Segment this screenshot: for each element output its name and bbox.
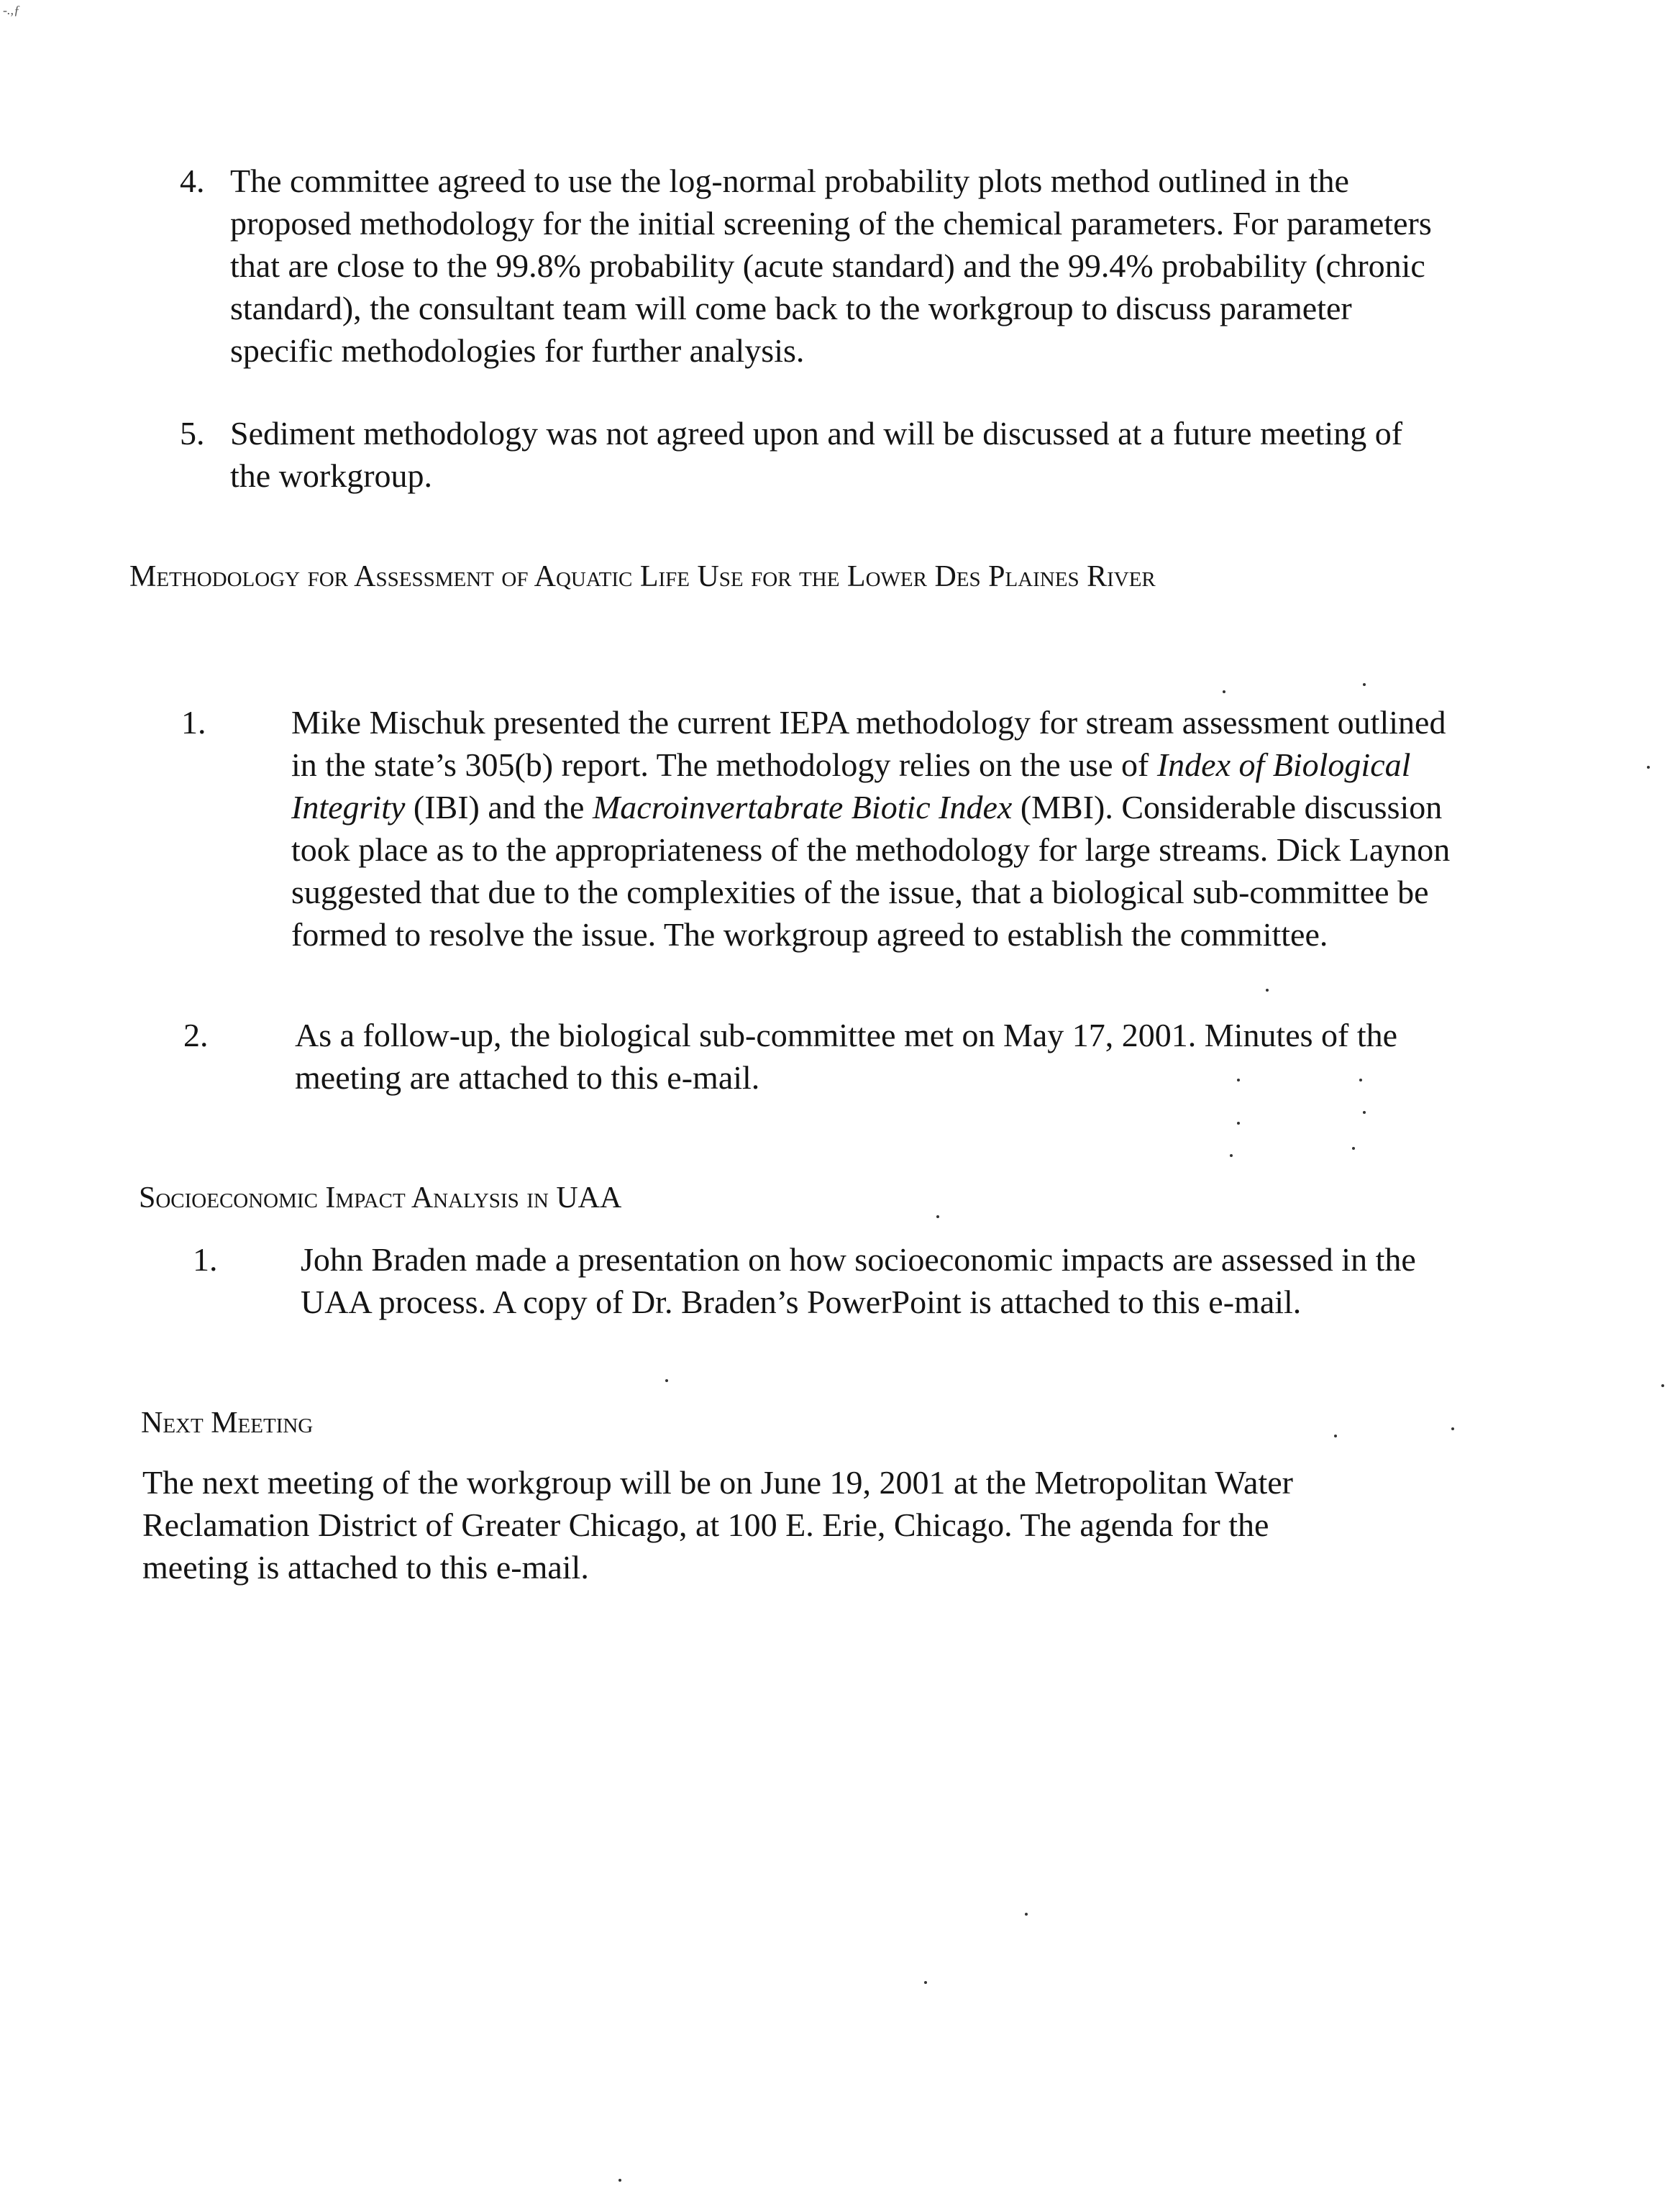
scan-speck [1266,989,1269,992]
scan-speck [1661,1384,1664,1387]
scan-speck [1352,1147,1355,1150]
section-heading: Socioeconomic Impact Analysis in UAA [139,1181,622,1215]
list-item-number: 2. [183,1017,209,1053]
list-item-text: Sediment methodology was not agreed upon and will be discussed at a future meeting of the workgroup. [230,415,1403,494]
list-item-text: As a follow-up, the biological sub-committee met on May 17, 2001. Minutes of the meeting are attached to this e-mail. [295,1017,1398,1096]
text-segment: (IBI) and the [405,789,593,826]
scan-speck [1363,1111,1366,1114]
text-segment: (MBI). Considerable discussion took place as to the appropriateness of the methodology for large streams. Dick Laynon suggested that due to the complexities of the issue, that a biological sub-committee be formed to resolve the issue. The workgroup agreed to establish the committee. [291,789,1451,953]
scan-speck [1237,1122,1240,1125]
scan-speck [1237,1079,1240,1081]
text-segment: Mike Mischuk presented the current IEPA methodology for stream assessment outlined in the state’s 305(b) report. The methodology relies on the use of [291,704,1446,783]
scan-speck [1451,1427,1454,1430]
list-item-number: 1. [193,1241,218,1278]
list-item-text: John Braden made a presentation on how socioeconomic impacts are assessed in the UAA process. A copy of Dr. Braden’s PowerPoint is attached to this e-mail. [301,1241,1416,1320]
list-item-number: 5. [180,415,205,452]
scan-speck [1025,1913,1028,1916]
scan-speck [936,1215,939,1218]
scan-speck [1223,690,1225,693]
list-item-number: 1. [181,704,206,741]
corner-mark: -.,ƒ [3,3,20,17]
list-item-number: 4. [180,163,205,199]
scan-speck [665,1379,668,1382]
scan-speck [1230,1154,1233,1157]
scan-speck [1359,1079,1362,1081]
paragraph: The next meeting of the workgroup will be on June 19, 2001 at the Metropolitan Water Reclamation District of Greater Chicago, at 100 E. Erie, Chicago. The agenda for the meeting is attached to this e-mail. [142,1464,1293,1586]
scan-speck [1647,766,1650,769]
italic-term: Index of Biological Integrity [291,746,1411,826]
scan-speck [1334,1435,1337,1437]
section-heading: Next Meeting [141,1407,314,1440]
scan-speck [618,2179,621,2182]
italic-term: Macroinvertabrate Biotic Index [592,789,1013,826]
list-item-text [291,701,1456,956]
scan-speck [1363,683,1366,686]
list-item-text: The committee agreed to use the log-normal probability plots method outlined in the proposed methodology for the initial screening of the chemical parameters. For parameters that are close to the 99.8% probability (acute standard) and the 99.4% probability (chronic standard), the consultant team will come back to the workgroup to discuss parameter specific methodologies for further analysis. [230,163,1432,369]
scan-speck [924,1981,927,1984]
section-heading: Methodology for Assessment of Aquatic Life Use for the Lower Des Plaines River [129,560,1156,593]
